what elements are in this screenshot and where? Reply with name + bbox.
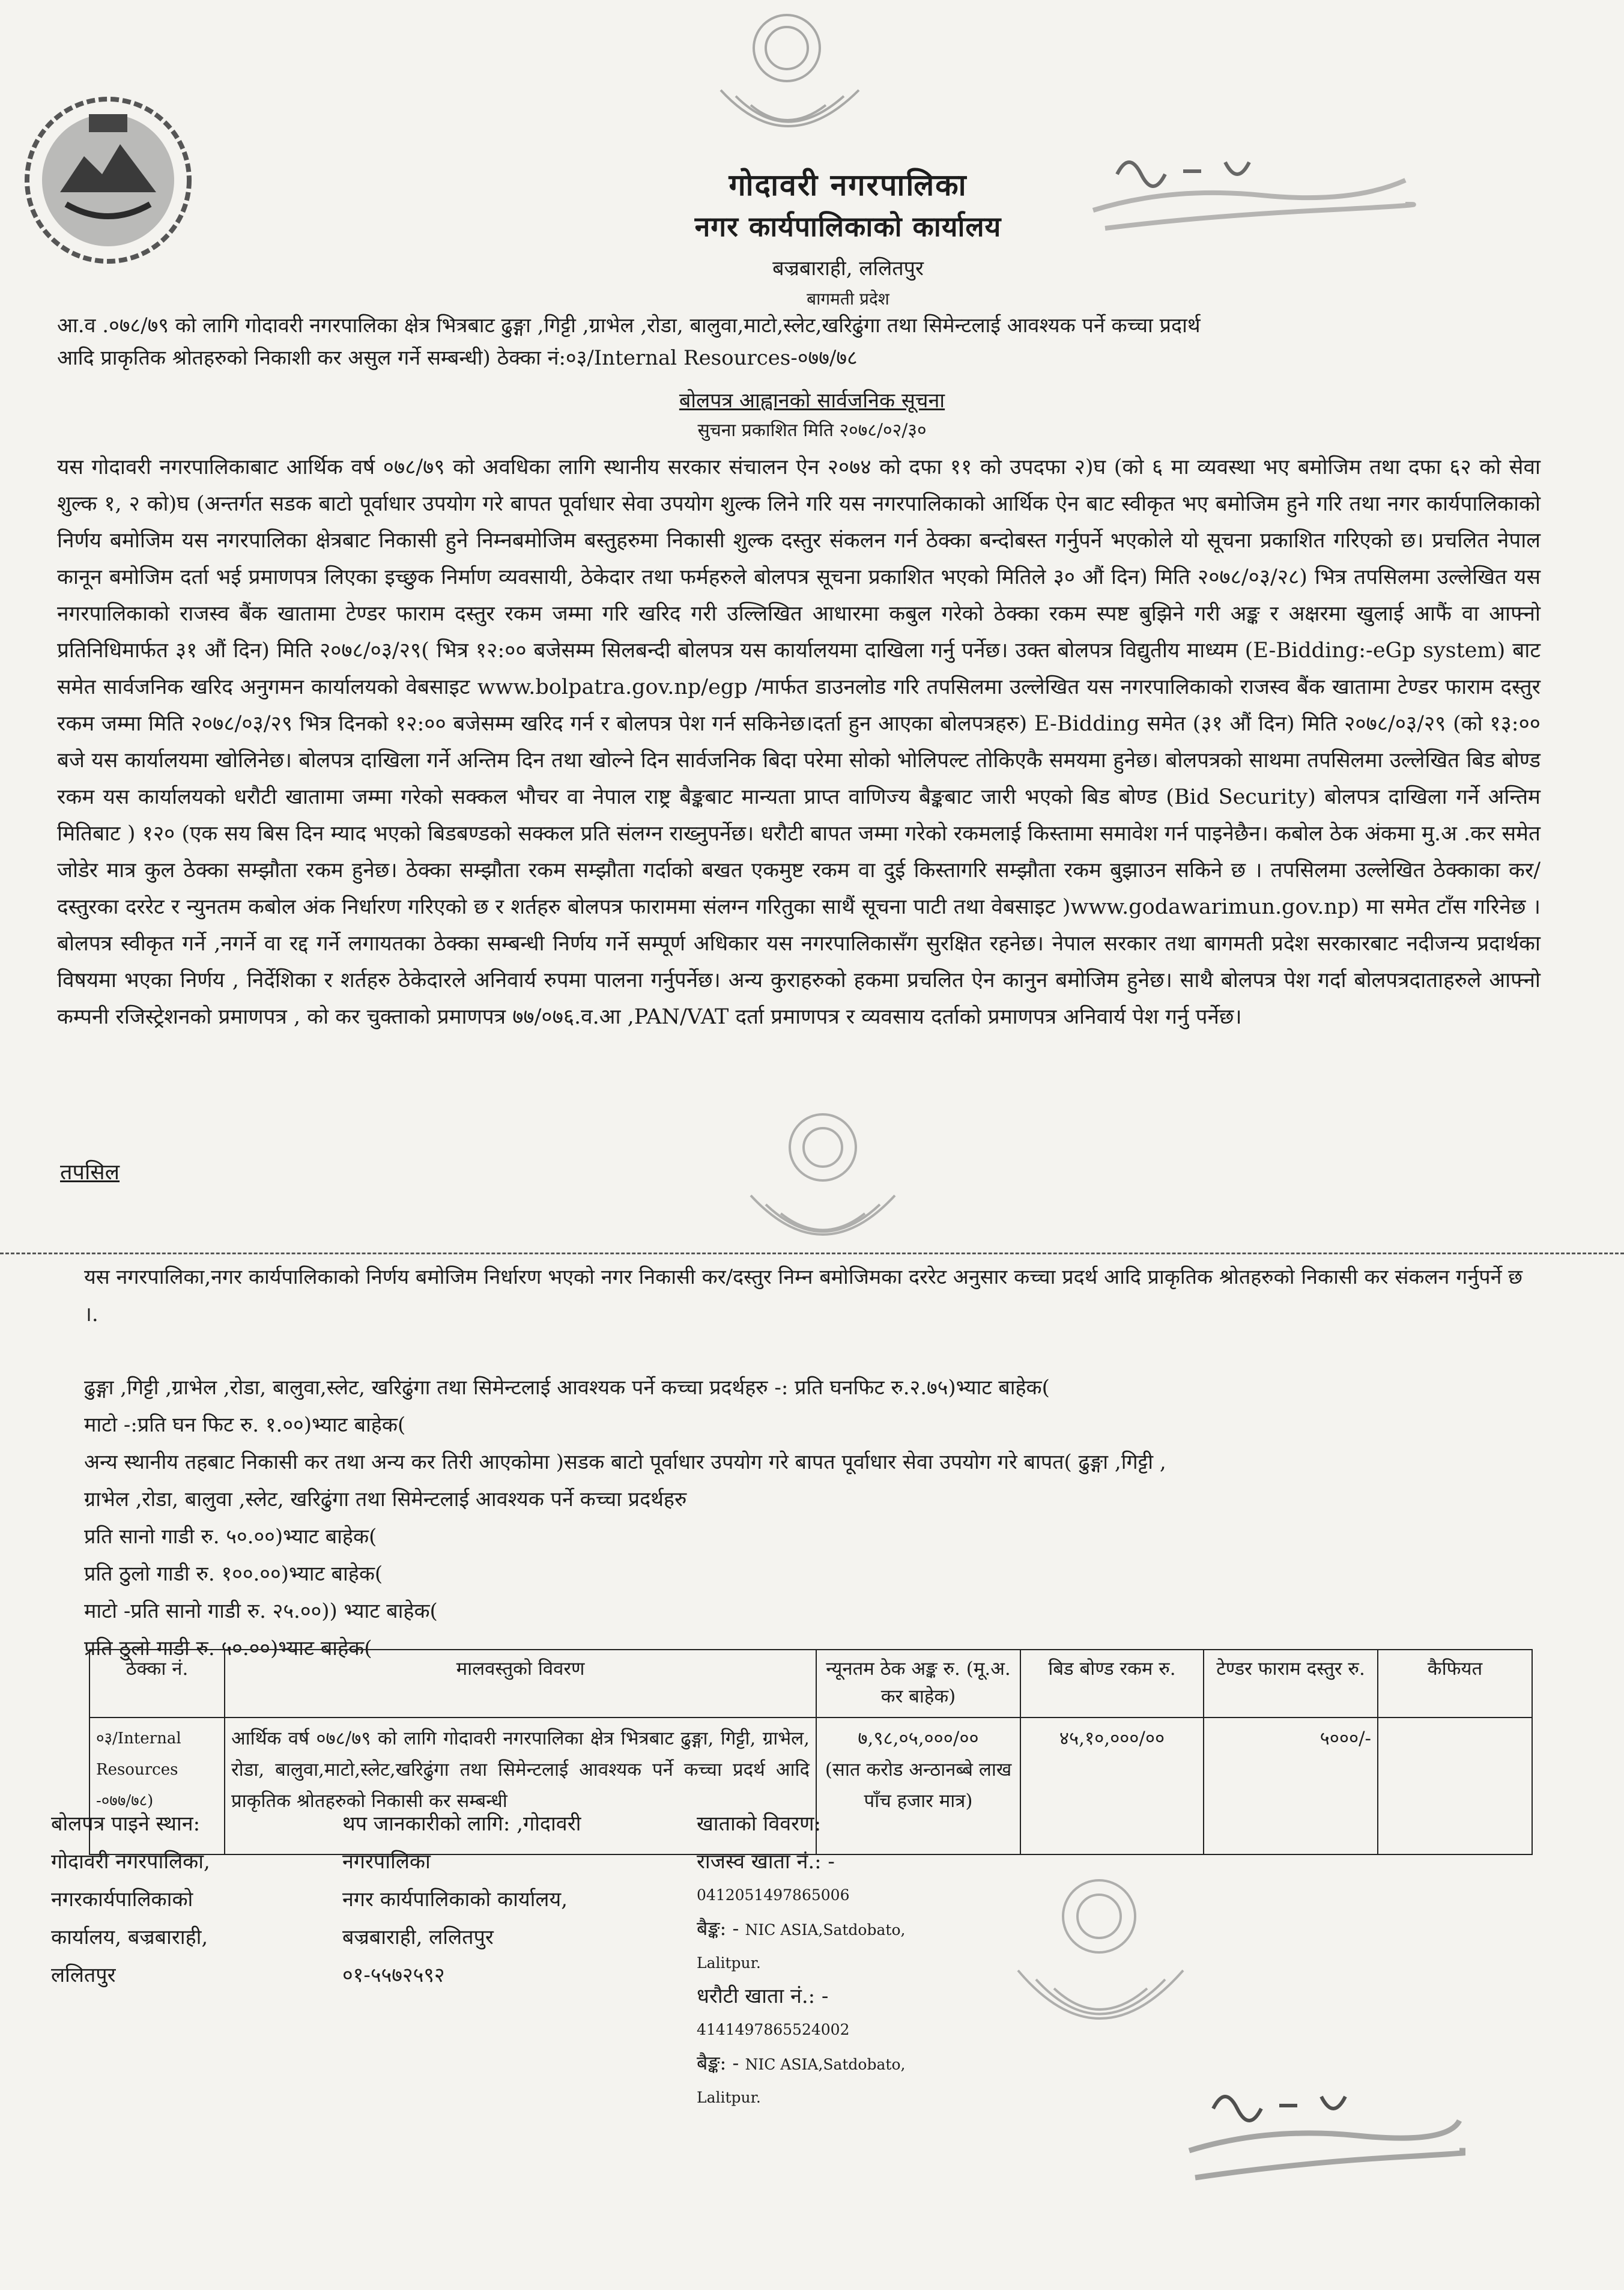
- bank-1-name: NIC ASIA,Satdobato,: [745, 1921, 906, 1939]
- municipality-seal-icon: [679, 6, 895, 156]
- header-contract-no: ठेक्का नं.: [89, 1650, 225, 1718]
- header-tender-fee: टेण्डर फाराम दस्तुर रु.: [1204, 1650, 1378, 1718]
- bank-2-city: Lalitpur.: [697, 2089, 761, 2106]
- footer-contact-info: [342, 1805, 679, 1994]
- subject-line-2: आदि प्राकृतिक श्रोतहरुको निकाशी कर असुल गर्ने सम्बन्धी) ठेक्का नं:०३/Internal Resources-०७७/७८: [57, 346, 858, 370]
- footer-line: थप जानकारीको लागि: ,गोदावरी: [342, 1812, 581, 1836]
- header-bid-bond: बिड बोण्ड रकम रु.: [1020, 1650, 1204, 1718]
- rates-section: [84, 1259, 1538, 1667]
- footer-phone: ०१-५५७२५९२: [342, 1963, 445, 1987]
- divider-line: [0, 1253, 1624, 1254]
- notice-title-text: बोलपत्र आह्वानको सार्वजनिक सूचना: [679, 389, 945, 413]
- footer-account-details: [697, 1805, 1033, 2112]
- rate-line: ग्राभेल ,रोडा, बालुवा ,स्लेट, खरिढुंगा तथा सिमेन्टलाई आवश्यक पर्ने कच्चा प्रदर्थहरु: [84, 1487, 687, 1511]
- footer-line: कार्यालय, बज्रबाराही,: [51, 1925, 208, 1949]
- footer-line: नगरकार्यपालिकाको: [51, 1888, 193, 1912]
- rate-line: प्रति ठुलो गाडी रु. १००.००)भ्याट बाहेक(: [84, 1562, 383, 1586]
- revenue-account-label: राजस्व खाता नं.: -: [697, 1850, 835, 1874]
- office-address: बज्रबाराही, ललितपुर: [772, 257, 924, 281]
- cell-bid-bond: ४५,१०,०००/००: [1020, 1718, 1204, 1854]
- signature-stamp-icon: [1177, 2073, 1465, 2199]
- notice-title: [0, 386, 1624, 413]
- publish-date: सुचना प्रकाशित मिति २०७८/०२/३०: [697, 420, 927, 441]
- subject-line-1: आ.व .०७८/७९ को लागि गोदावरी नगरपालिका क्षेत्र भित्रबाट ढुङ्गा ,गिट्टी ,ग्राभेल ,रोडा, बालुवा,माटो,स्लेट,खरिढुंगा तथा सिमेन्टलाई आवश्यक पर्ने कच्चा प्रदार्थ: [57, 314, 1201, 338]
- cell-contract-no: ०३/Internal Resources -०७७/७८): [89, 1718, 225, 1854]
- min-amount-figure: ७,९८,०५,०००/००: [858, 1728, 979, 1749]
- footer-line: नगर कार्यपालिकाको कार्यालय,: [342, 1888, 568, 1912]
- province-name: बागमती प्रदेश: [807, 289, 889, 309]
- rates-intro: यस नगरपालिका,नगर कार्यपालिकाको निर्णय बमोजिम निर्धारण भएको नगर निकासी कर/दस्तुर निम्न बमोजिमका दररेट अनुसार कच्चा प्रदर्थ आदि प्राकृतिक श्रोतहरुको निकासी कर संकलन गर्नुपर्ने छ ।.: [84, 1265, 1523, 1326]
- table-header-row: [89, 1650, 1532, 1718]
- rate-line: माटो -:प्रति घन फिट रु. १.००)भ्याट बाहेक(: [84, 1413, 406, 1437]
- footer-bid-location: [51, 1805, 303, 1994]
- rate-line: ढुङ्गा ,गिट्टी ,ग्राभेल ,रोडा, बालुवा,स्लेट, खरिढुंगा तथा सिमेन्टलाई आवश्यक पर्ने कच्चा प्रदर्थहरु -: प्रति घनफिट रु.२.७५)भ्याट बाहेक(: [84, 1376, 1050, 1400]
- header-min-amount: न्यूनतम ठेक अङ्क रु. (मू.अ. कर बाहेक): [816, 1650, 1020, 1718]
- bank-2-label: बैङ्क: -: [697, 2052, 739, 2074]
- footer-line: बज्रबाराही, ललितपुर: [342, 1925, 494, 1949]
- account-title: खाताको विवरण:: [697, 1812, 822, 1836]
- tapsil-label: तपसिल: [60, 1160, 120, 1185]
- footer-line: गोदावरी नगरपालिका,: [51, 1850, 210, 1874]
- deposit-account-number: 4141497865524002: [697, 2021, 850, 2038]
- notice-body: यस गोदावरी नगरपालिकाबाट आर्थिक वर्ष ०७८/७९ को अवधिका लागि स्थानीय सरकार संचालन ऐन २०७४ को दफा ११ को उपदफा २)घ (को ६ मा व्यवस्था भए बमोजिम तथा दफा ६२ को सेवा शुल्क १, २ को)घ (अन्तर्गत सडक बाटो पूर्वाधार उपयोग गरे बापत पूर्वाधार सेवा उपयोग शुल्क लिने गरि यस नगरपालिकाको आर्थिक ऐन बाट स्वीकृत भए बमोजिम हुने गरि तथा नगर कार्यपालिकाको निर्णय बमोजिम यस नगरपालिका क्षेत्रबाट निकासी हुने निम्नबमोजिम बस्तुहरुमा निकासी शुल्क दस्तुर संकलन गर्न ठेक्का बन्दोबस्त गर्नुपर्ने भएकोले यो सूचना प्रकाशित गरिएको छ। प्रचलित नेपाल कानून बमोजिम दर्ता भई प्रमाणपत्र लिएका इच्छुक निर्माण व्यवसायी, ठेकेदार तथा फर्महरुले बोलपत्र सूचना प्रकाशित भएको मितिले ३० औं दिन) मिति २०७८/०३/२८) भित्र तपसिलमा उल्लेखित यस नगरपालिकाको राजस्व बैंक खातामा टेण्डर फाराम दस्तुर रकम जम्मा गरि खरिद गरी उल्लिखित आधारमा कबुल गरेको ठेक्का रकम स्पष्ट बुझिने गरी अङ्क र अक्षरमा खुलाई आफैं वा आफ्नो प्रतिनिधिमार्फत ३१ औं दिन) मिति २०७८/०३/२९( भित्र १२:०० बजेसम्म सिलबन्दी बोलपत्र यस कार्यालयमा दाखिला गर्नु पर्नेछ। उक्त बोलपत्र विद्युतीय माध्यम (E-Bidding:-eGp system) बाट समेत सार्वजनिक खरिद अनुगमन कार्यालयको वेबसाइट www.bolpatra.gov.np/egp /मार्फत डाउनलोड गरि तपसिलमा उल्लेखित यस नगरपालिकाको राजस्व बैंक खातामा टेण्डर फाराम दस्तुर रकम जम्मा मिति २०७८/०३/२९ भित्र दिनको १२:०० बजेसम्म खरिद गर्न र बोलपत्र पेश गर्न सकिनेछ।दर्ता हुन आएका बोलपत्रहरु) E-Bidding समेत (३१ औं दिन) मिति २०७८/०३/२९ (को १३:०० बजे यस कार्यालयमा खोलिनेछ। बोलपत्र दाखिला गर्ने अन्तिम दिन तथा खोल्ने दिन सार्वजनिक बिदा परेमा सोको भोलिपल्ट तोकिएकै समयमा हुनेछ। बोलपत्रको साथमा तपसिलमा उल्लेखित बिड बोण्ड रकम यस कार्यालयको धरौटी खातामा जम्मा गरेको सक्कल भौचर वा नेपाल राष्ट्र बैङ्कबाट मान्यता प्राप्त वाणिज्य बैङ्कबाट जारी भएको बिड बोण्ड (Bid Security) बोलपत्र दाखिला गर्ने अन्तिम मितिबाट ) १२० (एक सय बिस दिन म्याद भएको बिडबण्डको सक्कल प्रति संलग्न राख्नुपर्नेछ। धरौटी बापत जम्मा गरेको रकमलाई किस्तामा समावेश गर्न पाइनेछैन। कबोल ठेक अंकमा मु.अ .कर समेत जोडेर मात्र कुल ठेक्का सम्झौता रकम हुनेछ। ठेक्का सम्झौता रकम सम्झौता गर्दाको बखत एकमुष्ट रकम वा दुई किस्तागरि सम्झौता रकम बुझाउन सकिने छ । तपसिलमा उल्लेखित ठेक्काका कर/दस्तुरका दररेट र न्युनतम कबोल अंक निर्धारण गरिएको छ र शर्तहरु बोलपत्र फाराममा संलग्न गरितुका साथैं सूचना पाटी तथा वेबसाइट )www.godawarimun.gov.np) मा समेत टाँस गरिनेछ । बोलपत्र स्वीकृत गर्ने ,नगर्ने वा रद्द गर्ने लगायतका ठेक्का सम्बन्धी निर्णय गर्ने सम्पूर्ण अधिकार यस नगरपालिकासँग सुरक्षित रहनेछ। नेपाल सरकार तथा बागमती प्रदेश सरकारबाट नदीजन्य प्रदार्थका विषयमा भएका निर्णय , निर्देशिका र शर्तहरु ठेकेदारले अनिवार्य रुपमा पालना गर्नुपर्नेछ। अन्य कुराहरुको हकमा प्रचलित ऐन कानुन बमोजिम हुनेछ। साथै बोलपत्र पेश गर्दा बोलपत्रदाताहरुले आफ्नो कम्पनी रजिस्ट्रेशनको प्रमाणपत्र , को कर चुक्ताको प्रमाणपत्र ७७/०७६.व.आ ,PAN/VAT दर्ता प्रमाणपत्र र व्यवसाय दर्ताको प्रमाणपत्र अनिवार्य पेश गर्नु पर्नेछ।: [57, 455, 1541, 1029]
- rate-line: प्रति ठुलो गाडी रु. ५०.००)भ्याट बाहेक(: [84, 1636, 372, 1660]
- cell-description: आर्थिक वर्ष ०७८/७९ को लागि गोदावरी नगरपालिका क्षेत्र भित्रबाट ढुङ्गा, गिट्टी, ग्राभेल, रोडा, बालुवा,माटो,स्लेट,खरिढुंगा तथा सिमेन्टलाई आवश्यक पर्ने कच्चा प्रदर्थ आदि प्राकृतिक श्रोतहरुको निकासी कर सम्बन्धी: [225, 1718, 816, 1854]
- cell-remarks: [1378, 1718, 1532, 1854]
- bank-2: [697, 2044, 1033, 2083]
- footer-line: बोलपत्र पाइने स्थान:: [51, 1812, 201, 1836]
- bank-1-label: बैङ्क: -: [697, 1917, 739, 1940]
- revenue-account-number: 0412051497865006: [697, 1886, 850, 1904]
- notice-subject: [57, 309, 1529, 374]
- footer-line: ललितपुर: [51, 1963, 116, 1987]
- rate-line: प्रति सानो गाडी रु. ५०.००)भ्याट बाहेक(: [84, 1525, 377, 1549]
- bank-2-name: NIC ASIA,Satdobato,: [745, 2056, 906, 2073]
- min-amount-words: (सात करोड अन्ठानब्बे लाख पाँच हजार मात्र): [825, 1759, 1012, 1812]
- municipality-seal-icon: [985, 1868, 1213, 2097]
- bank-1: [697, 1910, 1033, 1949]
- cell-tender-fee: ५०००/-: [1204, 1718, 1378, 1854]
- deposit-account-label: धरौटी खाता नं.: -: [697, 1984, 829, 2008]
- rate-line: माटो -प्रति सानो गाडी रु. २५.००)) भ्याट बाहेक(: [84, 1599, 438, 1623]
- municipality-name: गोदावरी नगरपालिका: [729, 167, 968, 202]
- office-name: नगर कार्यपालिकाको कार्यालय: [694, 210, 1002, 243]
- footer-line: नगरपालिका: [342, 1850, 431, 1874]
- rate-line: अन्य स्थानीय तहबाट निकासी कर तथा अन्य कर तिरी आएकोमा )सडक बाटो पूर्वाधार उपयोग गरे बापत पूर्वाधार सेवा उपयोग गरे बापत( ढुङ्गा ,गिट्टी ,: [84, 1450, 1166, 1474]
- header-remarks: कैफियत: [1378, 1650, 1532, 1718]
- bank-1-city: Lalitpur.: [697, 1954, 761, 1972]
- header-description: मालवस्तुको विवरण: [225, 1650, 816, 1718]
